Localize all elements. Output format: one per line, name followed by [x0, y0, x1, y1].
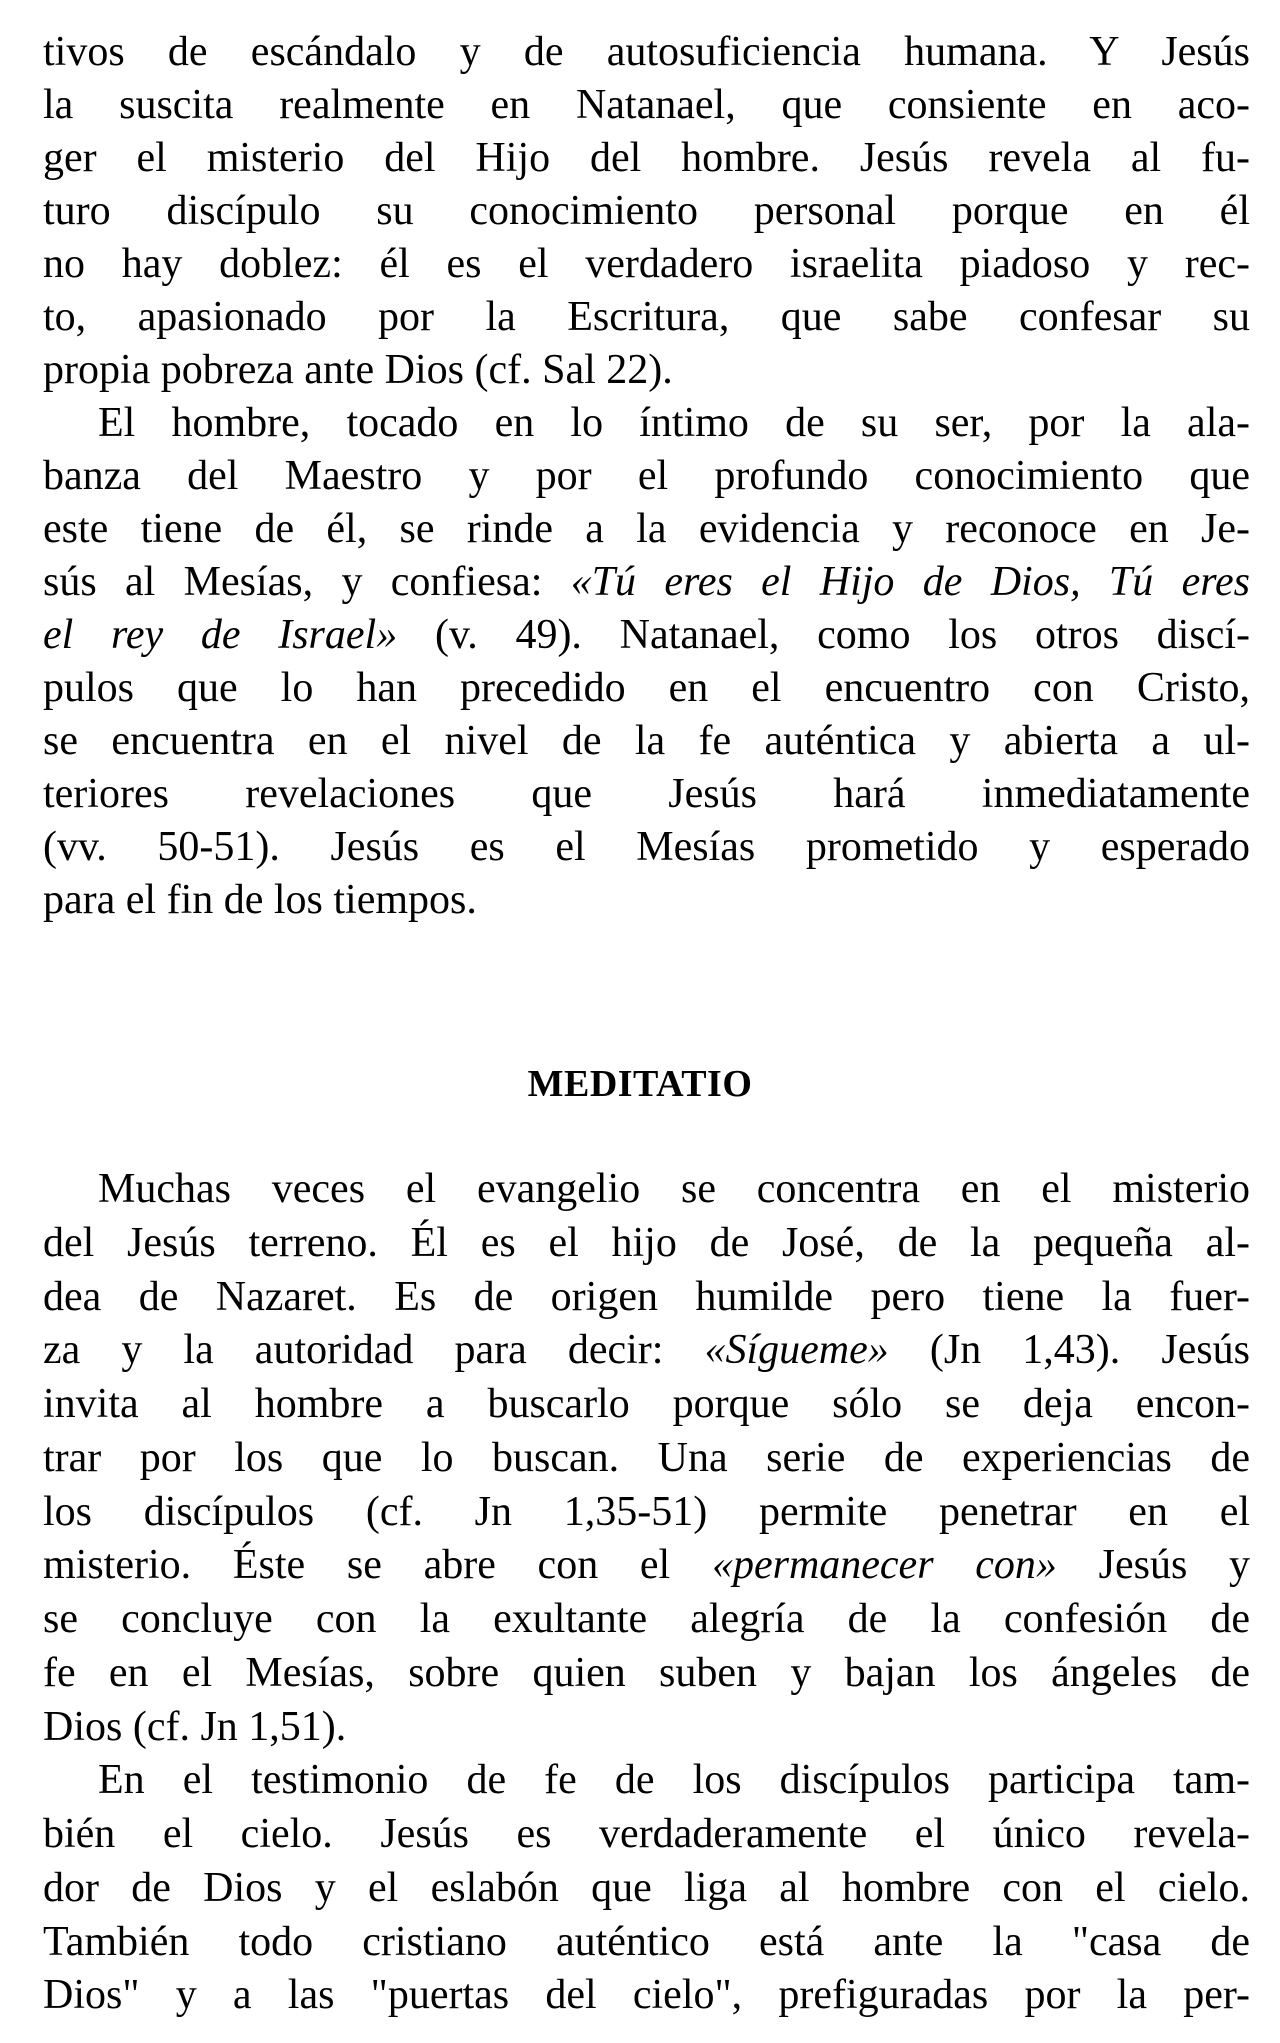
text-line: trar por los que lo buscan. Una serie de experiencias de: [43, 1435, 1250, 1481]
text-line: la suscita realmente en Natanael, que consiente en aco-: [43, 82, 1250, 128]
text-line: turo discípulo su conocimiento personal porque en él: [43, 188, 1250, 234]
text-line: para el fin de los tiempos.: [43, 877, 477, 923]
text-line: Muchas veces el evangelio se concentra en el misterio: [98, 1166, 1250, 1212]
text-line: fe en el Mesías, sobre quien suben y bajan los ángeles de: [43, 1650, 1250, 1696]
text-line: invita al hombre a buscarlo porque sólo se deja encon-: [43, 1381, 1250, 1427]
text-line: teriores revelaciones que Jesús hará inmediatamente: [43, 771, 1250, 817]
text-line: El hombre, tocado en lo íntimo de su ser, por la ala-: [98, 400, 1250, 446]
text-line: Dios" y a las "puertas del cielo", prefiguradas por la per-: [43, 1972, 1250, 2018]
text-line: se concluye con la exultante alegría de la confesión de: [43, 1596, 1250, 1642]
text-run: misterio. Éste se abre con el: [43, 1542, 712, 1588]
text-line: [43, 1538, 1250, 1592]
text-line: se encuentra en el nivel de la fe auténtica y abierta a ul-: [43, 718, 1250, 764]
text-line: [43, 608, 1250, 662]
text-line: banza del Maestro y por el profundo conocimiento que: [43, 453, 1250, 499]
text-line: En el testimonio de fe de los discípulos participa tam-: [98, 1757, 1250, 1803]
text-line: tivos de escándalo y de autosuficiencia humana. Y Jesús: [43, 29, 1250, 75]
text-line: pulos que lo han precedido en el encuentro con Cristo,: [43, 665, 1250, 711]
quote-italic: «Tú eres el Hijo de Dios, Tú eres: [570, 559, 1250, 605]
text-line: bién el cielo. Jesús es verdaderamente el único revela-: [43, 1811, 1250, 1857]
text-run: (v. 49). Natanael, como los otros discí-: [397, 612, 1250, 658]
text-line: dea de Nazaret. Es de origen humilde pero tiene la fuer-: [43, 1274, 1250, 1320]
text-line: los discípulos (cf. Jn 1,35-51) permite penetrar en el: [43, 1489, 1250, 1535]
text-line: dor de Dios y el eslabón que liga al hombre con el cielo.: [43, 1865, 1250, 1911]
text-run: za y la autoridad para decir:: [43, 1327, 705, 1373]
text-line: propia pobreza ante Dios (cf. Sal 22).: [43, 347, 673, 393]
text-run: Jesús y: [1056, 1542, 1251, 1588]
text-line: to, apasionado por la Escritura, que sabe confesar su: [43, 294, 1250, 340]
text-line: este tiene de él, se rinde a la evidencia y reconoce en Je-: [43, 506, 1250, 552]
text-line: También todo cristiano auténtico está ante la "casa de: [43, 1919, 1250, 1965]
text-line: del Jesús terreno. Él es el hijo de José, de la pequeña al-: [43, 1220, 1250, 1266]
text-line: (vv. 50-51). Jesús es el Mesías prometido y esperado: [43, 824, 1250, 870]
text-run: sús al Mesías, y confiesa:: [43, 559, 571, 605]
text-run: (Jn 1,43). Jesús: [888, 1327, 1250, 1373]
quote-italic: «permanecer con»: [711, 1542, 1057, 1588]
text-line: [43, 1323, 1250, 1377]
text-line: [43, 555, 1250, 609]
quote-italic: el rey de Israel»: [43, 612, 398, 658]
text-line: ger el misterio del Hijo del hombre. Jesús revela al fu-: [43, 135, 1250, 181]
text-line: Dios (cf. Jn 1,51).: [43, 1704, 347, 1750]
text-line: no hay doblez: él es el verdadero israelita piadoso y rec-: [43, 241, 1250, 287]
section-heading: MEDITATIO: [527, 1063, 753, 1105]
quote-italic: «Sígueme»: [704, 1327, 889, 1373]
